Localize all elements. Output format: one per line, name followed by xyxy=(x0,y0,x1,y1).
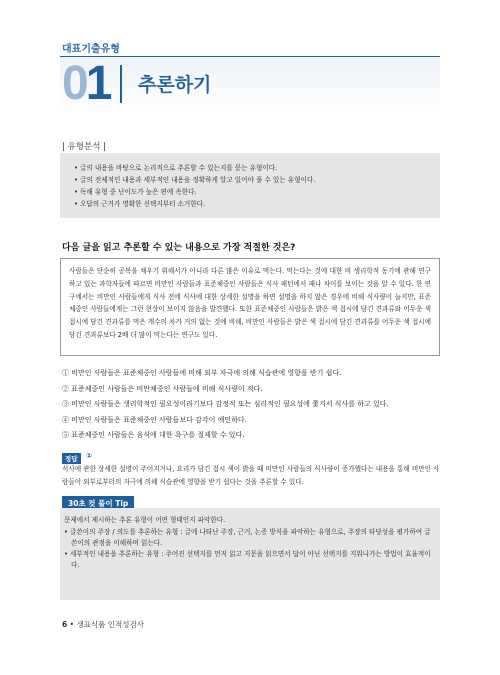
answer-badge: 정답 xyxy=(62,453,81,464)
analysis-item: • 오답의 근거가 명확한 선택지부터 소거한다. xyxy=(74,198,315,210)
analysis-item: • 글의 전체적인 내용과 세부적인 내용을 정확하게 알고 있어야 풀 수 있는 유형이다. xyxy=(74,174,315,186)
analysis-list xyxy=(74,162,315,210)
tip-box xyxy=(60,508,440,600)
tip-item: • 세부적인 내용을 추론하는 유형 : 주어진 선택지를 먼저 읽고 지문을 읽으면서 답이 아닌 선택지를 지워나가는 방법이 효율적이다. xyxy=(64,549,434,571)
analysis-box xyxy=(60,153,440,218)
tip-list xyxy=(64,527,434,571)
book-title: 생표식품 인적성검사 xyxy=(76,620,145,629)
analysis-label: | 유형분석 | xyxy=(62,142,106,152)
tip-tag: 30초 컷 풀이 Tip xyxy=(62,496,134,511)
choice-item[interactable]: ③ 비만인 사람들은 생리학적인 필요성이라기보다 감정적 또는 심리적인 필요성에 쫓겨서 식사를 하고 있다. xyxy=(62,400,389,408)
section-number: 01 xyxy=(62,57,110,110)
section-banner xyxy=(60,57,440,115)
answer-explanation: 식사에 관한 상세한 설명이 주어지거나, 요리가 담긴 접시 색이 밝을 때 비만인 사람들의 식사량이 증가했다는 내용을 통해 비만인 사람들이 외부로부터의 자극에 의해 식습관에 영향을 받기 쉽다는 것을 추론할 수 있다. xyxy=(62,465,440,486)
question-text: 다음 글을 읽고 추론할 수 있는 내용으로 가장 적절한 것은? xyxy=(62,243,296,253)
footer-separator: • xyxy=(69,620,75,629)
choice-item[interactable]: ⑤ 표준체중인 사람들은 음식에 대한 욕구를 절제할 수 있다. xyxy=(62,431,245,439)
page-number: 6 xyxy=(62,620,68,629)
analysis-item: • 독해 유형 중 난이도가 높은 편에 속한다. xyxy=(74,186,315,198)
choice-item[interactable]: ④ 비만인 사람들은 표준체중인 사람들보다 감각이 예민하다. xyxy=(62,415,247,424)
choice-item[interactable]: ② 표준체중인 사람들은 비만체중인 사람들에 비해 식사량이 적다. xyxy=(62,384,263,393)
banner-divider xyxy=(120,65,122,103)
tip-item: • 글쓴이의 주장 / 의도를 추론하는 유형 : 글에 나타난 주장, 근거, 논증 방식을 파악하는 유형으로, 주장의 타당성을 평가하여 글쓴이의 관점을 이해하며 읽는다. xyxy=(64,527,434,549)
page-footer xyxy=(62,619,144,630)
choice-list xyxy=(62,366,442,444)
section-title: 추론하기 xyxy=(138,74,212,96)
analysis-item: • 글의 내용을 바탕으로 논리적으로 추론할 수 있는지를 묻는 유형이다. xyxy=(74,162,315,174)
choice-item[interactable]: ① 비만인 사람들은 표준체중인 사람들에 비해 외부 자극에 의해 식습관에 영향을 받기 쉽다. xyxy=(62,369,342,377)
answer-value: ① xyxy=(86,452,92,460)
passage-text: 사람들은 단순히 공복을 채우기 위해서가 아니라 다른 많은 이유로 먹는다. 먹는다는 것에 대한 비 생리학적 동기에 관해 연구하고 있는 과학자들에 따르면 비만인 사람들과 표준체중인 사람들은 식사 패턴에서 패나 차이를 보이는 것을 알 수 있다. 한 연구에서는 비만인 사람들에게 식사 전에 식사에 대한 상세한 설명을 하면 설명을 하지 않은 경우에 비해 식사량이 늘지만, 표준체중인 사람들에게는 그런 현상이 보이지 않음을 발견했다. 또한 표준체중인 사람들은 밝은 색 접시에 담긴 견과류와 어두운 색 접시에 담긴 견과류를 먹은 개수의 차가 거의 없는 것에 비해, 비만인 사람들은 밝은 색 접시에 담긴 견과류를 어두운 색 접시에 담긴 견과류보다 2배 더 많이 먹는다는 연구도 있다. xyxy=(69,267,431,339)
category-label: 대표기출유형 xyxy=(62,44,120,55)
passage-box xyxy=(60,258,440,356)
tip-intro: 문제에서 제시하는 추론 유형이 어떤 형태인지 파악한다. xyxy=(64,516,226,524)
